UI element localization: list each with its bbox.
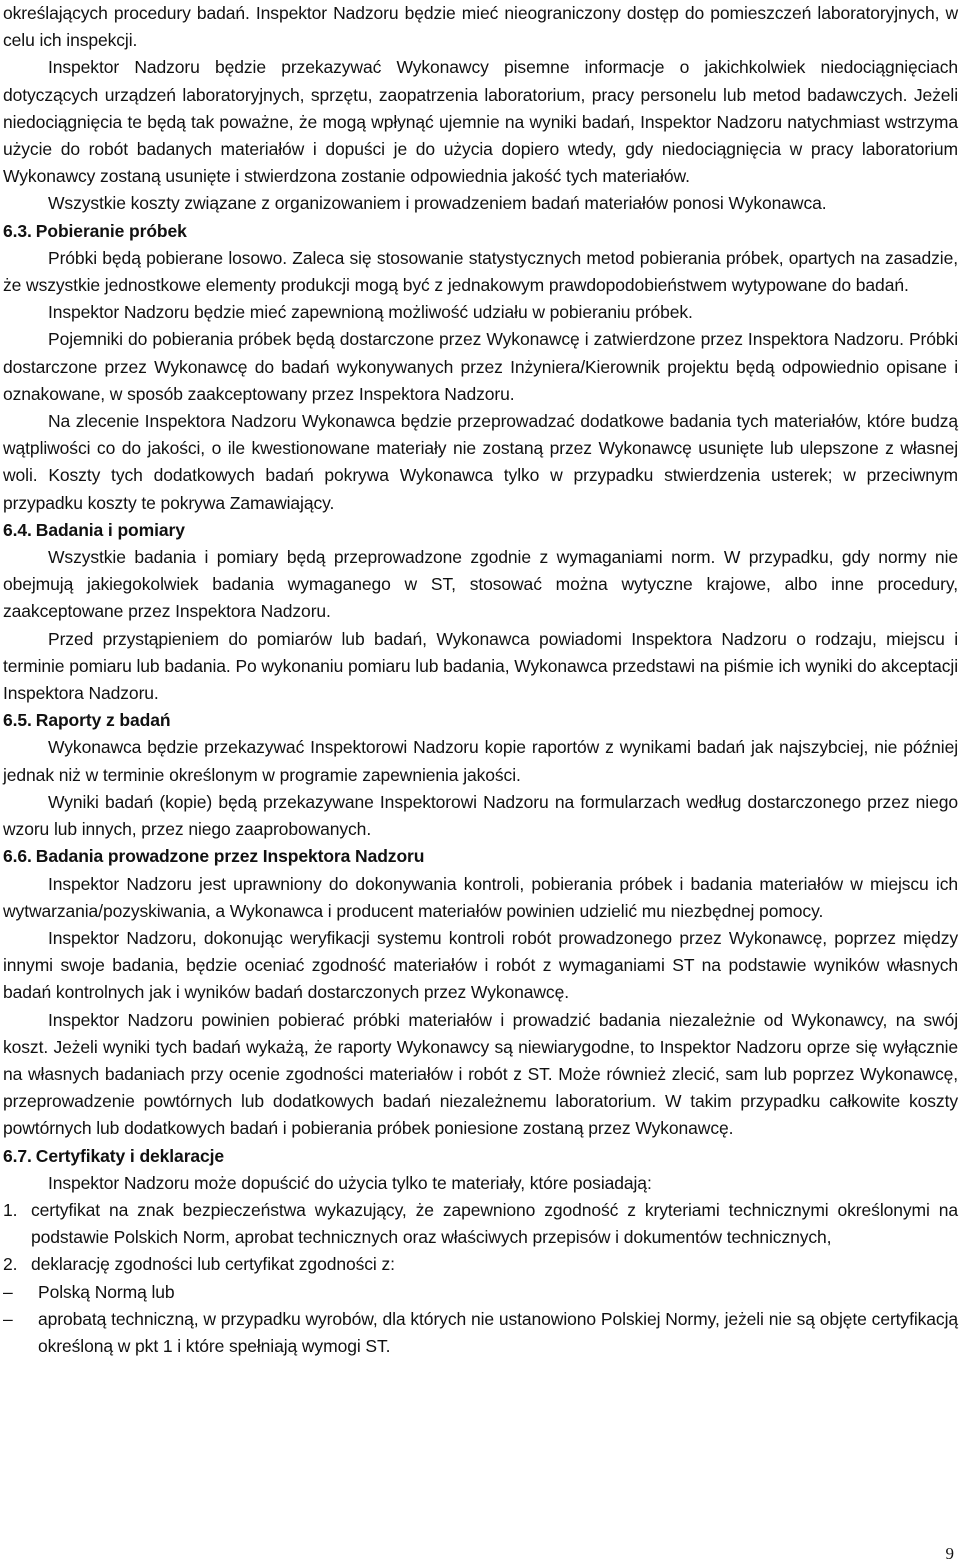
paragraph: Próbki będą pobierane losowo. Zaleca się stosowanie statystycznych metod pobierania próbek, opartych na zasadzie, że wszystkie jednostkowe elementy produkcji mogą być z jednakowym prawdopodobieństwem wytypowane do badań.	[3, 247, 958, 296]
section-heading	[3, 707, 958, 734]
paragraph: Na zlecenie Inspektora Nadzoru Wykonawca będzie przeprowadzać dodatkowe badania tych materiałów, które budzą wątpliwości co do jakości, o ile kwestionowane materiały nie zostaną przez Wykonawcę usunięte lub ulepszone z własnej woli. Koszty tych dodatkowych badań pokrywa Wykonawca tylko w przypadku stwierdzenia usterek; w przeciwnym przypadku koszty te pokrywa Zamawiający.	[3, 411, 958, 513]
paragraph: Wszystkie badania i pomiary będą przeprowadzone zgodnie z wymaganiami norm. W przypadku, gdy normy nie obejmują jakiegokolwiek badania wymaganego w ST, stosować można wytyczne krajowe, albo inne procedury, zaakceptowane przez Inspektora Nadzoru.	[3, 547, 958, 622]
section-number: 6.7.	[3, 1145, 32, 1166]
paragraph: Inspektor Nadzoru powinien pobierać próbki materiałów i prowadzić badania niezależnie od Wykonawcy, na swój koszt. Jeżeli wyniki tych badań wykażą, że raporty Wykonawcy są niewiarygodne, to Inspektor Nadzoru oprze się wyłącznie na własnych badaniach przy ocenie zgodności materiałów i robót z ST. Może również zlecić, sam lub poprzez Wykonawcę, przeprowadzenie powtórnych lub dodatkowych badań niezależnemu laboratorium. W takim przypadku całkowite koszty powtórnych lub dodatkowych badań i pobierania próbek poniesione zostaną przez Wykonawcę.	[3, 1009, 958, 1139]
section-title: Badania i pomiary	[35, 519, 185, 540]
paragraph: Wszystkie koszty związane z organizowaniem i prowadzeniem badań materiałów ponosi Wykonawca.	[48, 193, 827, 214]
section-title: Pobieranie próbek	[35, 220, 187, 241]
section-heading	[3, 1143, 958, 1170]
numbered-list-item	[3, 1251, 958, 1278]
paragraph: określających procedury badań. Inspektor Nadzoru będzie mieć nieograniczony dostęp do pomieszczeń laboratoryjnych, w celu ich inspekcji.	[3, 3, 958, 51]
numbered-list-item	[3, 1197, 958, 1251]
dash-list-item	[3, 1306, 958, 1360]
section-title: Certyfikaty i deklaracje	[35, 1145, 225, 1166]
paragraph: Inspektor Nadzoru może dopuścić do użycia tylko te materiały, które posiadają:	[48, 1172, 652, 1193]
paragraph: Pojemniki do pobierania próbek będą dostarczone przez Wykonawcę i zatwierdzone przez Inspektora Nadzoru. Próbki dostarczone przez Wykonawcę do badań wykonywanych przez Inżyniera/Kierownik projektu będą odpowiednio opisane i oznakowane, w sposób zaakceptowany przez Inspektora Nadzoru.	[3, 329, 958, 404]
list-marker: –	[3, 1281, 13, 1302]
section-title: Raporty z badań	[35, 710, 171, 731]
page-number: 9	[945, 1544, 954, 1563]
list-item-text: aprobatą techniczną, w przypadku wyrobów, dla których nie ustanowiono Polskiej Normy, jeżeli nie są objęte certyfikacją określoną w pkt 1 i które spełniają wymogi ST.	[38, 1308, 958, 1356]
list-marker: 2.	[3, 1254, 18, 1275]
paragraph: Inspektor Nadzoru będzie przekazywać Wykonawcy pisemne informacje o jakichkolwiek niedociągnięciach dotyczących urządzeń laboratoryjnych, sprzętu, zaopatrzenia laboratorium, pracy personelu lub metod badawczych. Jeżeli niedociągnięcia te będą tak poważne, że mogą wpłynąć ujemnie na wyniki badań, Inspektor Nadzoru natychmiast wstrzyma użycie do robót badanych materiałów i dopuści je do użycia dopiero wtedy, gdy niedociągnięcia w pracy laboratorium Wykonawcy zostaną usunięte i stwierdzona zostanie odpowiednia jakość tych materiałów.	[3, 57, 958, 187]
list-marker: 1.	[3, 1199, 18, 1220]
section-number: 6.3.	[3, 220, 32, 241]
section-heading	[3, 843, 958, 870]
paragraph: Inspektor Nadzoru jest uprawniony do dokonywania kontroli, pobierania próbek i badania materiałów w miejscu ich wytwarzania/pozyskiwania, a Wykonawca i producent materiałów powinien udzielić mu niezbędnej pomocy.	[3, 873, 958, 921]
paragraph: Przed przystąpieniem do pomiarów lub badań, Wykonawca powiadomi Inspektora Nadzoru o rodzaju, miejscu i terminie pomiaru lub badania. Po wykonaniu pomiaru lub badania, Wykonawca przedstawi na piśmie ich wyniki do akceptacji Inspektora Nadzoru.	[3, 628, 958, 704]
list-item-text: Polską Normą lub	[38, 1281, 175, 1302]
paragraph: Wykonawca będzie przekazywać Inspektorowi Nadzoru kopie raportów z wynikami badań jak najszybciej, nie później jednak niż w terminie określonym w programie zapewnienia jakości.	[3, 737, 958, 785]
section-number: 6.4.	[3, 519, 32, 540]
section-title: Badania prowadzone przez Inspektora Nadzoru	[35, 846, 425, 867]
section-heading	[3, 517, 958, 544]
paragraph: Inspektor Nadzoru będzie mieć zapewnioną możliwość udziału w pobieraniu próbek.	[48, 302, 693, 323]
dash-list-item	[3, 1279, 958, 1306]
paragraph: Inspektor Nadzoru, dokonując weryfikacji systemu kontroli robót prowadzonego przez Wykonawcę, poprzez między innymi swoje badania, będzie oceniać zgodność materiałów i robót z wymaganiami ST na podstawie wyników własnych badań kontrolnych jak i wyników badań dostarczonych przez Wykonawcę.	[3, 927, 958, 1003]
paragraph: Wyniki badań (kopie) będą przekazywane Inspektorowi Nadzoru na formularzach według dostarczonego przez niego wzoru lub innych, przez niego zaaprobowanych.	[3, 791, 958, 840]
section-number: 6.6.	[3, 846, 32, 867]
list-item-text: certyfikat na znak bezpieczeństwa wykazujący, że zapewniono zgodność z kryteriami technicznymi określonymi na podstawie Polskich Norm, aprobat technicznych oraz właściwych przepisów i dokumentów technicznych,	[31, 1199, 958, 1248]
list-marker: –	[3, 1308, 13, 1329]
section-number: 6.5.	[3, 710, 32, 731]
section-heading	[3, 218, 958, 245]
list-item-text: deklarację zgodności lub certyfikat zgodności z:	[31, 1254, 395, 1275]
